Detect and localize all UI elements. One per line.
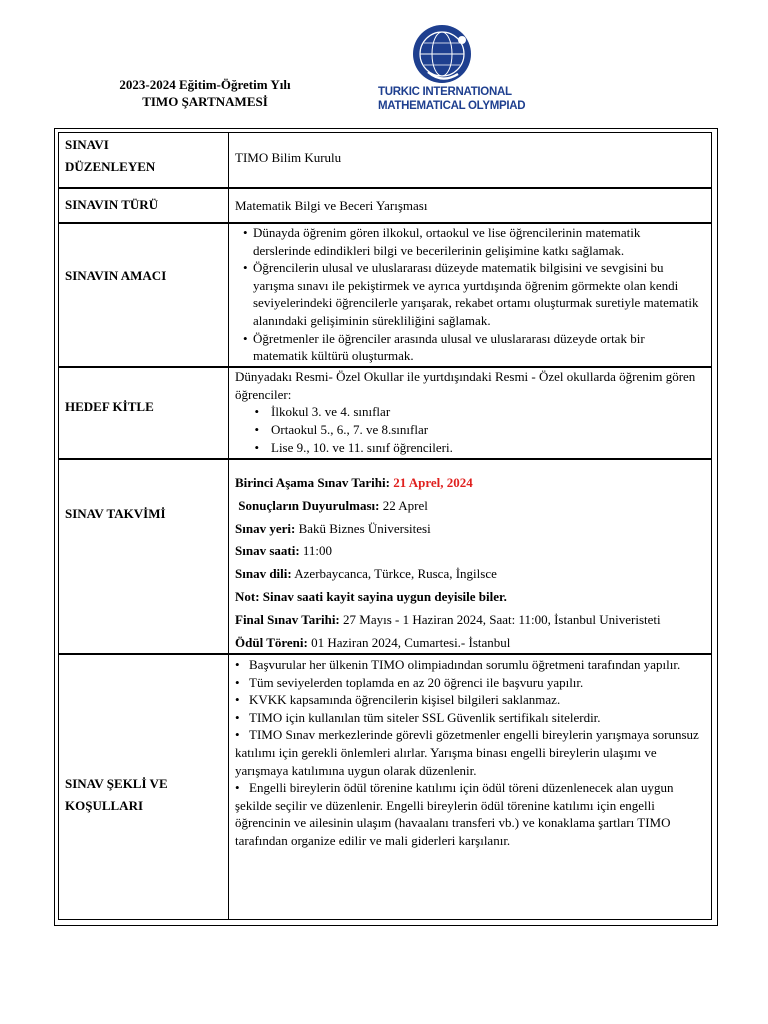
- exam-type-label: SINAVIN TÜRÜ: [65, 197, 159, 212]
- purpose-list: [243, 224, 709, 365]
- column-divider: [228, 133, 229, 187]
- column-divider: [228, 368, 229, 458]
- logo-text-line1: TURKIC INTERNATIONAL: [378, 86, 512, 98]
- final-exam-date: Final Sınav Tarihi: 27 Mayıs - 1 Haziran 2024, Saat: 11:00, İstanbul Univeristeti: [235, 611, 661, 627]
- bullet-icon: •: [243, 330, 248, 346]
- bullet-icon: •: [254, 440, 259, 456]
- column-divider: [228, 460, 229, 653]
- row-organizer: [58, 132, 712, 188]
- list-item: • TIMO için kullanılan tüm siteler SSL Güvenlik sertifikalı sitelerdir.: [235, 709, 601, 725]
- bullet-icon: •: [235, 674, 240, 690]
- purpose-item: • Dünayda öğrenim gören ilkokul, ortaokul ve lise öğrencilerinin matematik derslerinde edindikleri bilgi ve becerilerinin gelişimine katkı sağlamak.: [243, 225, 641, 258]
- list-item: • İlkokul 3. ve 4. sınıflar: [235, 403, 709, 421]
- bullet-icon: •: [235, 727, 240, 743]
- column-divider: [228, 655, 229, 919]
- row-schedule: [58, 459, 712, 654]
- first-stage-date: Birinci Aşama Sınav Tarihi: 21 Aprel, 2024: [235, 475, 473, 490]
- exam-language: Sınav dili: Azerbaycanca, Türkce, Rusca, İngilsce: [235, 566, 497, 582]
- results-date: Sonuçların Duyurulması: 22 Aprel: [238, 497, 428, 513]
- audience-label: HEDEF KİTLE: [65, 399, 154, 414]
- conditions-label-line1: SINAV ŞEKLİ VE: [65, 776, 168, 791]
- bullet-icon: •: [235, 780, 240, 796]
- row-purpose: [58, 223, 712, 367]
- audience-intro: Dünyadakı Resmi- Özel Okullar ile yurtdışındaki Resmi - Özel okullarda öğrenim gören öğrenciler:: [235, 369, 696, 402]
- audience-content: [235, 368, 709, 457]
- organizer-label-line2: DÜZENLEYEN: [65, 159, 156, 174]
- exam-type-value: Matematik Bilgi ve Beceri Yarışması: [235, 198, 428, 213]
- purpose-label: SINAVIN AMACI: [65, 268, 167, 283]
- list-item: • Ortaokul 5., 6., 7. ve 8.sınıflar: [235, 421, 709, 439]
- schedule-content: [235, 472, 709, 654]
- list-item: • Engelli bireylerin ödül törenine katılımı için ödül töreni düzenlenecek alan uygun şekilde seçilir ve düzenlenir. Engelli bireylerin ödül törenine katılımı için engelli öğrencinin ve ailesinin ulaşım (havaalanı transferi vb.) ve konaklama şartları TIMO tarafından organize edilir ve mali giderleri karşılanır.: [235, 780, 674, 848]
- conditions-label: [65, 773, 225, 817]
- award-ceremony: Ödül Töreni: 01 Haziran 2024, Cumartesi.- İstanbul: [235, 634, 511, 650]
- bullet-icon: •: [243, 225, 248, 240]
- purpose-item: • Öğrencilerin ulusal ve uluslararası düzeyde matematik bilgisini ve sevgisini bu yarışma sınavı ile pekiştirmek ve ayrıca yurtdışında öğrenim görmekte olan kendi seviyelerindeki öğrencilerle yarışarak, rekabet ortamı oluşturmak suretiyle matematik alanındaki gelişiminin sürekliliğini sağlamak.: [243, 260, 699, 328]
- row-target-audience: [58, 367, 712, 459]
- organizer-label-line1: SINAVI: [65, 137, 109, 152]
- bullet-icon: •: [235, 709, 240, 725]
- list-item: • Başvurular her ülkenin TIMO olimpiadından sorumlu öğretmeni tarafından yapılır.: [235, 657, 681, 672]
- column-divider: [228, 224, 229, 366]
- list-item: • Tüm seviyelerden toplamda en az 20 öğrenci ile başvuru yapılır.: [235, 674, 584, 690]
- conditions-list: [235, 656, 709, 850]
- list-item: • Lise 9., 10. ve 11. sınıf öğrencileri.: [235, 439, 709, 457]
- organizer-label: [65, 134, 225, 178]
- exam-place: Sınav yeri: Bakü Biznes Üniversitesi: [235, 520, 431, 536]
- conditions-label-line2: KOŞULLARI: [65, 798, 144, 813]
- audience-list: [235, 403, 709, 457]
- specification-title: TIMO ŞARTNAMESİ: [142, 94, 268, 109]
- list-item: • TIMO Sınav merkezlerinde görevli gözetmenler engelli bireylerin yarışmaya sorunsuz katılımı için gerekli önlemleri alırlar. Yarışma binası engelli bireylerin ulaşımı ve yarışmaya katılımına uygun olarak düzenlenir.: [235, 727, 699, 778]
- column-divider: [228, 189, 229, 222]
- row-conditions: [58, 654, 712, 920]
- organizer-value: TIMO Bilim Kurulu: [235, 150, 342, 165]
- document-title: [100, 76, 310, 110]
- exam-time: Sınav saati: 11:00: [235, 543, 333, 559]
- academic-year: 2023-2024 Eğitim-Öğretim Yılı: [119, 77, 291, 92]
- globe-emblem-icon: [378, 22, 508, 86]
- schedule-note: Not: Sinav saati kayit sayina uygun deyisile biler.: [235, 588, 507, 604]
- purpose-item: • Öğretmenler ile öğrenciler arasında ulusal ve uluslararası düzeyde ortak bir matematik kültürü oluşturmak.: [243, 330, 645, 364]
- bullet-icon: •: [254, 422, 259, 438]
- bullet-icon: •: [243, 260, 248, 276]
- timo-logo: [378, 22, 526, 114]
- row-exam-type: [58, 188, 712, 223]
- logo-text-line2: MATHEMATICAL OLYMPIAD: [378, 100, 526, 112]
- bullet-icon: •: [235, 692, 240, 708]
- bullet-icon: •: [254, 404, 259, 420]
- bullet-icon: •: [235, 657, 240, 672]
- list-item: • KVKK kapsamında öğrencilerin kişisel bilgileri saklanmaz.: [235, 692, 561, 708]
- schedule-label: SINAV TAKVİMİ: [65, 506, 166, 521]
